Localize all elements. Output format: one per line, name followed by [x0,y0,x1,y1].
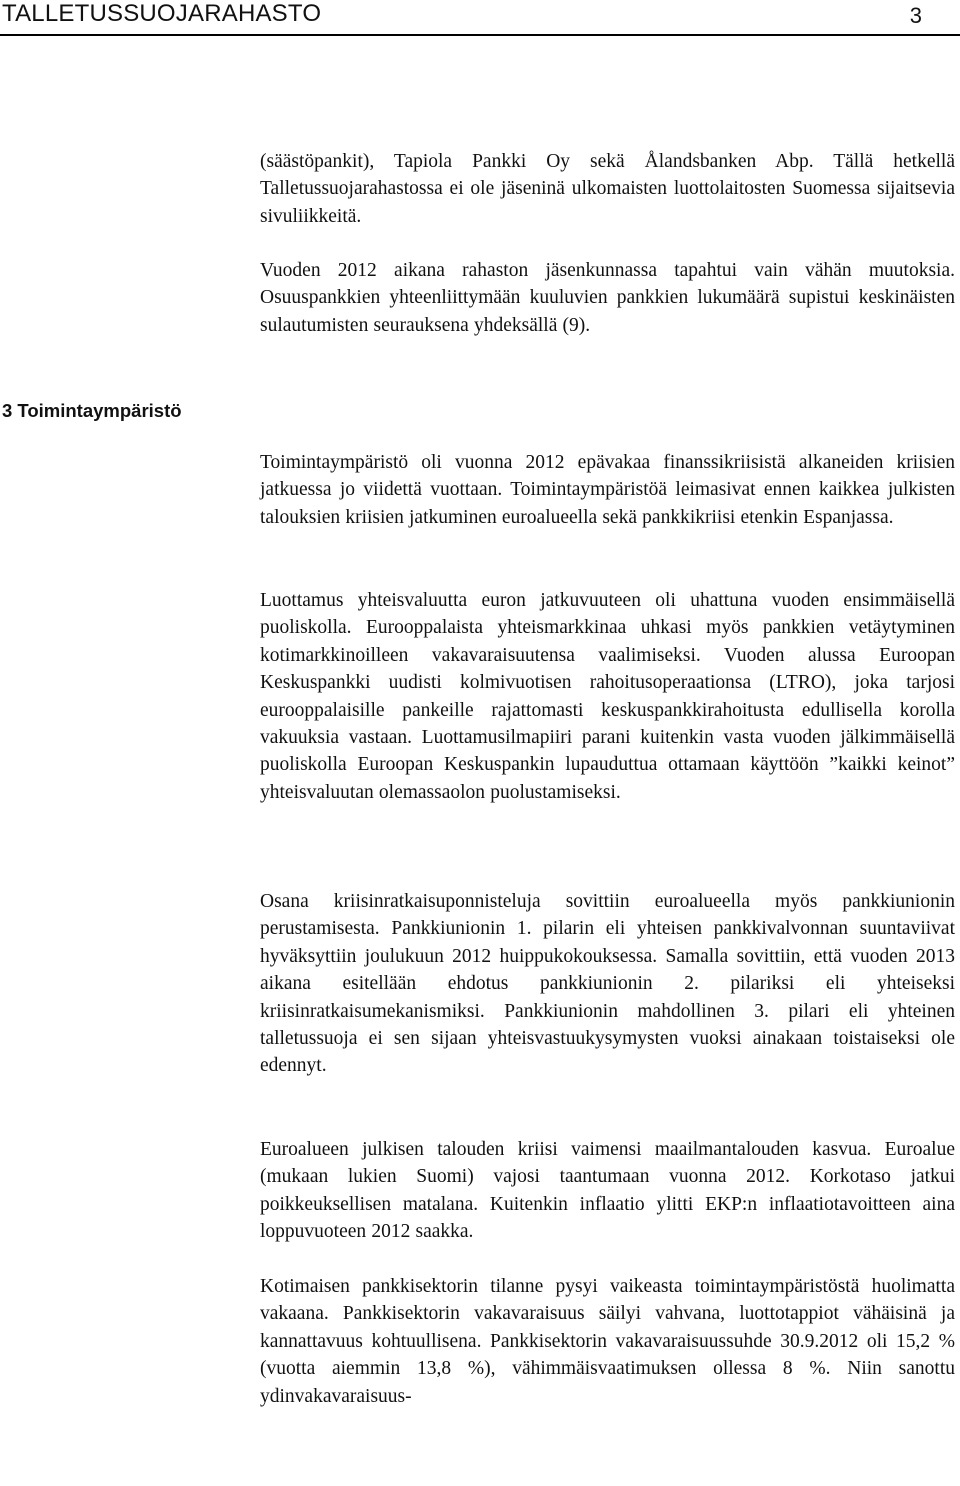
header-divider [0,34,960,36]
paragraph-banking-union: Osana kriisinratkaisuponnisteluja sovittiin euroalueella myös pankkiunionin perustamisesta. Pankkiunionin 1. pilarin eli yhteisen pankkivalvonnan suuntaviivat hyväksyttiin joulukuun 2012 huippukokouksessa. Samalla sovittiin, että vuoden 2013 aikana esitellään ehdotus pankkiunionin 2. pilariksi eli yhteiseksi kriisinratkaisumekanismiksi. Pankkiunionin mahdollinen 3. pilari eli yhteinen talletussuoja ei sen sijaan yhteisvastuukysymysten vuoksi ainakaan toistaiseksi ole edennyt. [260,891,955,1077]
page-header [0,0,960,34]
paragraph-domestic-banking-sector: Kotimaisen pankkisektorin tilanne pysyi vaikeasta toimintaympäristöstä huolimatta vakaana. Pankkisektorin vakavaraisuus säilyi vahvana, luottotappiot vähäisinä ja kannattavuus kohtuullisena. Pankkisektorin vakavaraisuussuhde 30.9.2012 oli 15,2 % (vuotta aiemmin 13,8 %), vähimmäisvaatimuksen ollessa 8 %. Niin sanottu ydinvakavaraisuus- [260,1276,955,1407]
paragraph-membership-changes: Vuoden 2012 aikana rahaston jäsenkunnassa tapahtui vain vähän muutoksia. Osuuspankkien yhteenliittymään kuuluvien pankkien lukumäärä supistui keskinäisten sulautumisten seurauksena yhdeksällä (9). [260,260,955,336]
paragraph-environment-overview: Toimintaympäristö oli vuonna 2012 epävakaa finanssikriisistä alkaneiden kriisien jatkuessa jo viidettä vuottaan. Toimintaympäristöä leimasivat ennen kaikkea julkisten talouksien kriisien jatkuminen euroalueella sekä pankkikriisi etenkin Espanjassa. [260,452,955,528]
paragraph-eurozone-economy: Euroalueen julkisen talouden kriisi vaimensi maailmantalouden kasvua. Euroalue (mukaan lukien Suomi) vajosi taantumaan vuonna 2012. Korkotaso jatkui poikkeuksellisen matalana. Kuitenkin inflaatio ylitti EKP:n inflaatiotavoitteen aina loppuvuoteen 2012 saakka. [260,1139,955,1243]
paragraph-membership-continued: (säästöpankit), Tapiola Pankki Oy sekä Ålandsbanken Abp. Tällä hetkellä Talletussuojarahastossa ei ole jäseninä ulkomaisten luottolaitosten Suomessa sijaitsevia sivuliikkeitä. [260,151,955,227]
paragraph-euro-confidence: Luottamus yhteisvaluutta euron jatkuvuuteen oli uhattuna vuoden ensimmäisellä puoliskolla. Eurooppalaista yhteismarkkinaa uhkasi myös pankkien vetäytyminen kotimarkkinoilleen vakavaraisuutensa vaalimiseksi. Vuoden alussa Euroopan Keskuspankki uudisti kolmivuotisen rahoitusoperaationsa (LTRO), joka tarjosi eurooppalaisille pankeille rajattomasti keskuspankkirahoitusta edullisella korolla vakuuksia vastaan. Luottamusilmapiiri parani kuitenkin vasta vuoden jälkimmäisellä puoliskolla Euroopan Keskuspankin lupauduttua ottamaan käyttöön ”kaikki keinot” yhteisvaluutan olemassaolon puolustamiseksi. [260,590,955,803]
page-number: 3 [909,3,922,28]
document-title: TALLETUSSUOJARAHASTO [2,0,322,27]
section-heading: 3 Toimintaympäristö [2,400,182,421]
